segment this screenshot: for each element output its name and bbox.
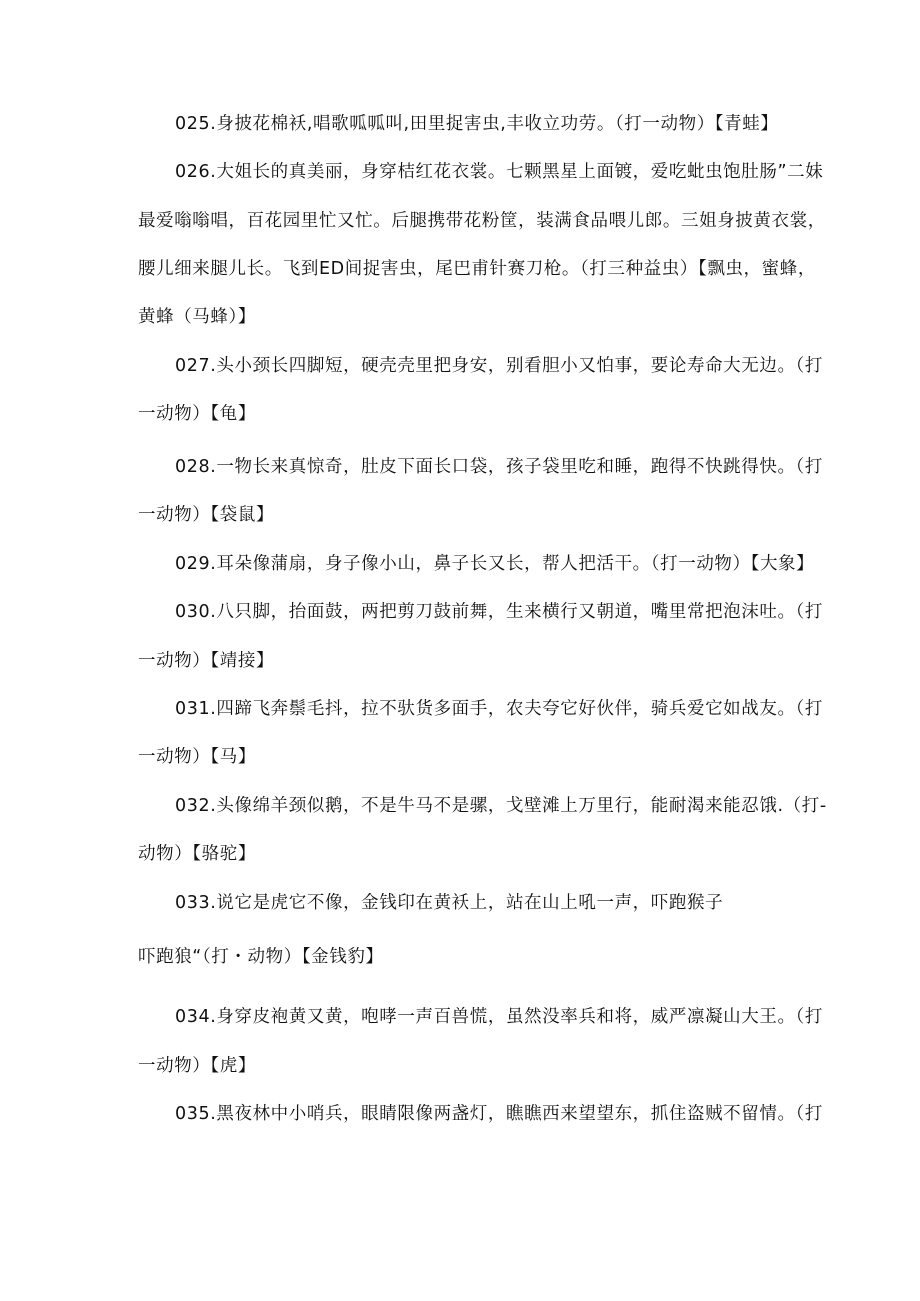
riddle-032-line-2: 动物）【骆驼】	[138, 844, 256, 864]
riddle-033-line-2: 吓跑狼“（打・动物）【金钱豹】	[138, 947, 384, 967]
riddle-030-line-1: 030.八只脚，抬面鼓，两把剪刀鼓前舞，生来横行又朝道，嘴里常把泡沫吐。（打	[175, 602, 824, 622]
riddle-031-line-2: 一动物）【马】	[138, 747, 256, 767]
riddle-026-line-3: 腰儿细来腿儿长。飞到ED间捉害虫，尾巴甫针赛刀枪。（打三种益虫）【飘虫，蜜蜂，	[138, 259, 816, 279]
riddle-029-line-1: 029.耳朵像蒲扇，身子像小山，鼻子长又长，帮人把活干。（打一动物）【大象】	[175, 554, 815, 574]
riddle-033-line-1: 033.说它是虎它不像，金钱印在黄袄上，站在山上吼一声，吓跑猴子	[175, 893, 724, 913]
riddle-034-line-2: 一动物）【虎】	[138, 1056, 256, 1076]
riddle-031-line-1: 031.四蹄飞奔鬃毛抖，拉不驮货多面手，农夫夸它好伙伴，骑兵爱它如战友。（打	[175, 699, 824, 719]
riddle-025-line-1: 025.身披花棉袄,唱歌呱呱叫,田里捉害虫,丰收立功劳。（打一动物）【青蛙】	[175, 114, 779, 134]
riddle-026-line-4: 黄蜂（马蜂）】	[138, 307, 256, 327]
riddle-032-line-1: 032.头像绵羊颈似鹅，不是牛马不是骡，戈壁滩上万里行，能耐渴来能忍饿.（打-	[175, 796, 827, 816]
riddle-026-line-1: 026.大姐长的真美丽，身穿桔红花衣裳。七颗黑星上面镀，爱吃蚍虫饱肚肠”二妹	[175, 162, 824, 182]
riddle-027-line-2: 一动物）【龟】	[138, 404, 256, 424]
riddle-026-line-2: 最爱嗡嗡唱，百花园里忙又忙。后腿携带花粉筐，装满食品喂儿郎。三姐身披黄衣裳，	[138, 211, 826, 231]
riddle-035-line-1: 035.黑夜林中小哨兵，眼睛限像两盏灯，瞧瞧西来望望东，抓住盗贼不留情。（打	[175, 1104, 824, 1124]
riddle-028-line-1: 028.一物长来真惊奇，肚皮下面长口袋，孩子袋里吃和睡，跑得不快跳得快。（打	[175, 457, 824, 477]
riddle-034-line-1: 034.身穿皮袍黄又黄，咆哮一声百兽慌，虽然没率兵和将，威严凛凝山大王。（打	[175, 1007, 824, 1027]
riddle-030-line-2: 一动物）【靖接】	[138, 651, 275, 671]
riddle-027-line-1: 027.头小颈长四脚短，硬壳壳里把身安，别看胆小又怕事，要论寿命大无边。（打	[175, 356, 824, 376]
riddle-028-line-2: 一动物）【袋鼠】	[138, 505, 275, 525]
